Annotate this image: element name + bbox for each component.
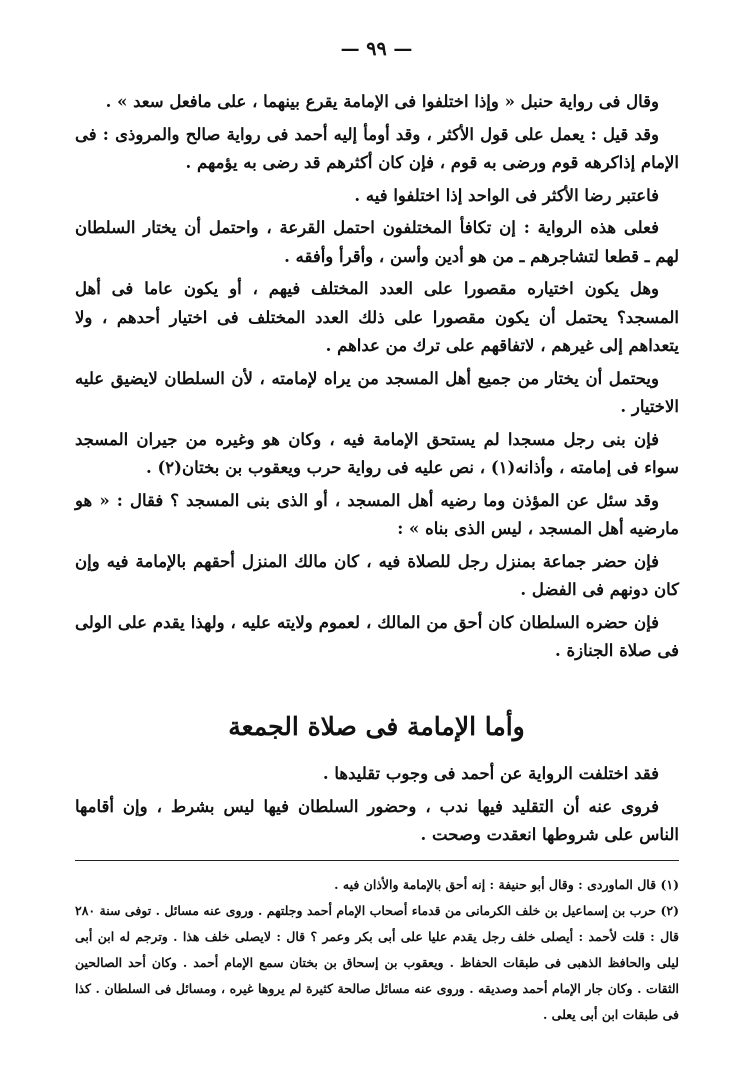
page-number: — ٩٩ — — [340, 38, 413, 60]
paragraph: وقد قيل : يعمل على قول الأكثر ، وقد أومأ إليه أحمد فى رواية صالح والمروذى : فى الإمام إذاكرهه قوم ورضى به قوم ، فإن كان أكثرهم قد رضى به يؤمهم . — [75, 124, 679, 172]
section-heading: وأما الإمامة فى صلاة الجمعة — [228, 712, 525, 741]
section-text — [75, 760, 679, 854]
footnotes — [75, 872, 679, 1028]
paragraph: وقد سئل عن المؤذن وما رضيه أهل المسجد ، أو الذى بنى المسجد ؟ فقال : « هو مارضيه أهل المسجد ، ليس الذى بناه » : — [75, 490, 679, 538]
main-text — [75, 88, 679, 670]
footnote-divider — [75, 860, 679, 861]
paragraph: فقد اختلفت الرواية عن أحمد فى وجوب تقليدها . — [322, 764, 659, 783]
paragraph: فاعتبر رضا الأكثر فى الواحد إذا اختلفوا فيه . — [354, 185, 659, 205]
footnote: (١) قال الماوردى : وقال أبو حنيفة : إنه أحق بالإمامة والأذان فيه . — [334, 877, 679, 892]
paragraph: وقال فى رواية حنبل « وإذا اختلفوا فى الإمامة يقرع بينهما ، على مافعل سعد » . — [105, 92, 659, 111]
paragraph: فروى عنه أن التقليد فيها ندب ، وحضور السلطان فيها ليس بشرط ، وإن أقامها الناس على شروطها انعقدت وصحت . — [75, 796, 679, 844]
paragraph: ويحتمل أن يختار من جميع أهل المسجد من يراه لإمامته ، لأن السلطان لايضيق عليه الاختيار . — [75, 368, 679, 416]
paragraph: وهل يكون اختياره مقصورا على العدد المختلف فيهم ، أو يكون عاما فى أهل المسجد؟ يحتمل أن يكون مقصورا على ذلك العدد المختلف فى اختيار أحدهم ، ولا يتعداهم إلى غيرهم ، لاتفاقهم على ترك من عداهم . — [75, 279, 679, 355]
footnote: (٢) حرب بن إسماعيل بن خلف الكرمانى من قدماء أصحاب الإمام أحمد وجلتهم . وروى عنه مسائل . توفى سنة ٢٨٠ قال : قلت لأحمد : أيصلى خلف رجل يقدم عليا على أبى بكر وعمر ؟ قال : لايصلى خلف هذا . وترجم له ابن أبى ليلى والحافظ الذهبى فى طبقات الحفاظ . ويعقوب بن إسحاق بن بختان سمع الإمام أحمد . وكان أحد الصالحين الثقات . وكان جار الإمام أحمد وصديقه . وروى عنه مسائل صالحة كثيرة لم يروها غيره ، ومسائل فى السلطان . كذا فى طبقات ابن أبى يعلى . — [75, 903, 679, 1022]
paragraph: فإن حضر جماعة بمنزل رجل للصلاة فيه ، كان مالك المنزل أحقهم بالإمامة فيه وإن كان دونهم فى الفضل . — [75, 551, 679, 599]
paragraph: فإن بنى رجل مسجدا لم يستحق الإمامة فيه ، وكان هو وغيره من جيران المسجد سواء فى إمامته ، وأذانه(١) ، نص عليه فى رواية حرب ويعقوب بن بختان(٢) . — [75, 429, 679, 477]
paragraph: فعلى هذه الرواية : إن تكافأ المختلفون احتمل القرعة ، واحتمل أن يختار السلطان لهم ـ قطعا لتشاجرهم ـ من هو أدين وأسن ، وأقرأ وأفقه . — [75, 218, 679, 266]
paragraph: فإن حضره السلطان كان أحق من المالك ، لعموم ولايته عليه ، ولهذا يقدم على الولى فى صلاة الجنازة . — [75, 612, 679, 660]
